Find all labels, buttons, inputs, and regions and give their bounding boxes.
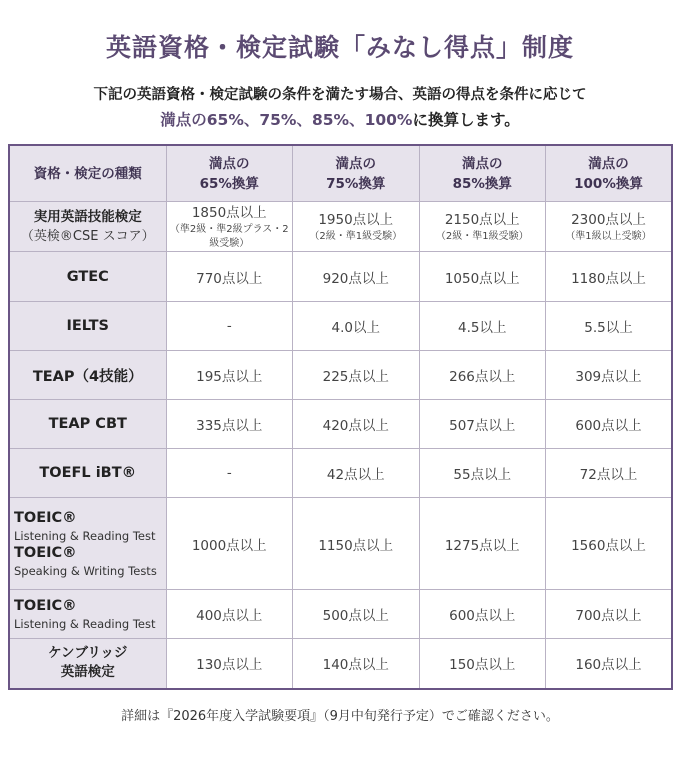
table-cell: 266点以上 [419,351,546,400]
eiken-subname: （英検®CSE スコア） [20,228,155,244]
row-header-ielts: IELTS [9,302,166,351]
header-65: 満点の 65%換算 [166,145,293,202]
toeic-lr-desc: Listening & Reading Test [14,528,156,543]
table-cell: 400点以上 [166,590,293,639]
header-exam-type: 資格・検定の種類 [9,145,166,202]
row-header-eiken [9,202,166,252]
table-cell: 420点以上 [293,400,420,449]
row-header-toefl: TOEFL iBT® [9,449,166,498]
table-header-row [9,145,672,202]
table-cell: 1150点以上 [293,498,420,590]
toeic-sw-desc: Speaking & Writing Tests [14,563,157,578]
table-cell: 500点以上 [293,590,420,639]
row-header-cambridge [9,639,166,689]
row-header-gtec: GTEC [9,252,166,302]
table-cell: 130点以上 [166,639,293,689]
conversion-table [8,144,673,690]
table-cell: 150点以上 [419,639,546,689]
toeic-desc: Listening & Reading Test [14,616,156,631]
row-header-toeic-combined [9,498,166,590]
row-header-toeic-lr [9,590,166,639]
table-cell: 195点以上 [166,351,293,400]
table-cell: 700点以上 [546,590,673,639]
table-cell: 72点以上 [546,449,673,498]
lead-highlight: 満点の65%、75%、85%、100% [160,111,413,129]
table-cell: 1050点以上 [419,252,546,302]
table-row-toeic-combined [9,498,672,590]
header-100: 満点の 100%換算 [546,145,673,202]
table-cell: 1275点以上 [419,498,546,590]
table-row-toefl [9,449,672,498]
table-cell: 4.5以上 [419,302,546,351]
table-cell: 309点以上 [546,351,673,400]
table-cell: 5.5以上 [546,302,673,351]
table-cell: 1180点以上 [546,252,673,302]
toeic-sw-name: TOEIC® [14,544,77,561]
lead-suffix: に換算します。 [412,111,520,129]
table-cell: 600点以上 [546,400,673,449]
table-row-teap [9,351,672,400]
table-cell: 335点以上 [166,400,293,449]
table-cell: 55点以上 [419,449,546,498]
table-cell: - [166,449,293,498]
table-cell: 225点以上 [293,351,420,400]
table-cell: 1850点以上 （準2級・準2級プラス・2級受験） [166,202,293,252]
table-cell: 42点以上 [293,449,420,498]
table-cell: 160点以上 [546,639,673,689]
table-cell: 507点以上 [419,400,546,449]
row-header-teap: TEAP（4技能） [9,351,166,400]
table-cell: 1950点以上 （2級・準1級受験） [293,202,420,252]
lead-text-line2 [0,108,680,130]
table-row-eiken [9,202,672,252]
footnote: 詳細は『2026年度入学試験要項』（9月中旬発行予定）でご確認ください。 [121,709,559,724]
toeic-name: TOEIC® [14,597,77,614]
table-cell: 4.0以上 [293,302,420,351]
table-cell: 770点以上 [166,252,293,302]
table-cell: 140点以上 [293,639,420,689]
table-cell: - [166,302,293,351]
table-cell: 600点以上 [419,590,546,639]
table-cell: 1560点以上 [546,498,673,590]
cambridge-subname: 英語検定 [60,664,115,681]
header-75: 満点の 75%換算 [293,145,420,202]
table-cell: 1000点以上 [166,498,293,590]
table-row-cambridge [9,639,672,689]
table-row-gtec [9,252,672,302]
table-row-teap-cbt [9,400,672,449]
table-cell: 2150点以上 （2級・準1級受験） [419,202,546,252]
page-title: 英語資格・検定試験「みなし得点」制度 [105,33,574,62]
header-85: 満点の 85%換算 [419,145,546,202]
lead-text-line1: 下記の英語資格・検定試験の条件を満たす場合、英語の得点を条件に応じて [93,87,587,103]
row-header-teap-cbt: TEAP CBT [9,400,166,449]
table-cell: 2300点以上 （準1級以上受験） [546,202,673,252]
table-cell: 920点以上 [293,252,420,302]
eiken-name: 実用英語技能検定 [33,208,142,225]
table-row-toeic-lr [9,590,672,639]
table-row-ielts [9,302,672,351]
toeic-lr-name: TOEIC® [14,509,77,526]
cambridge-name: ケンブリッジ [48,645,128,662]
